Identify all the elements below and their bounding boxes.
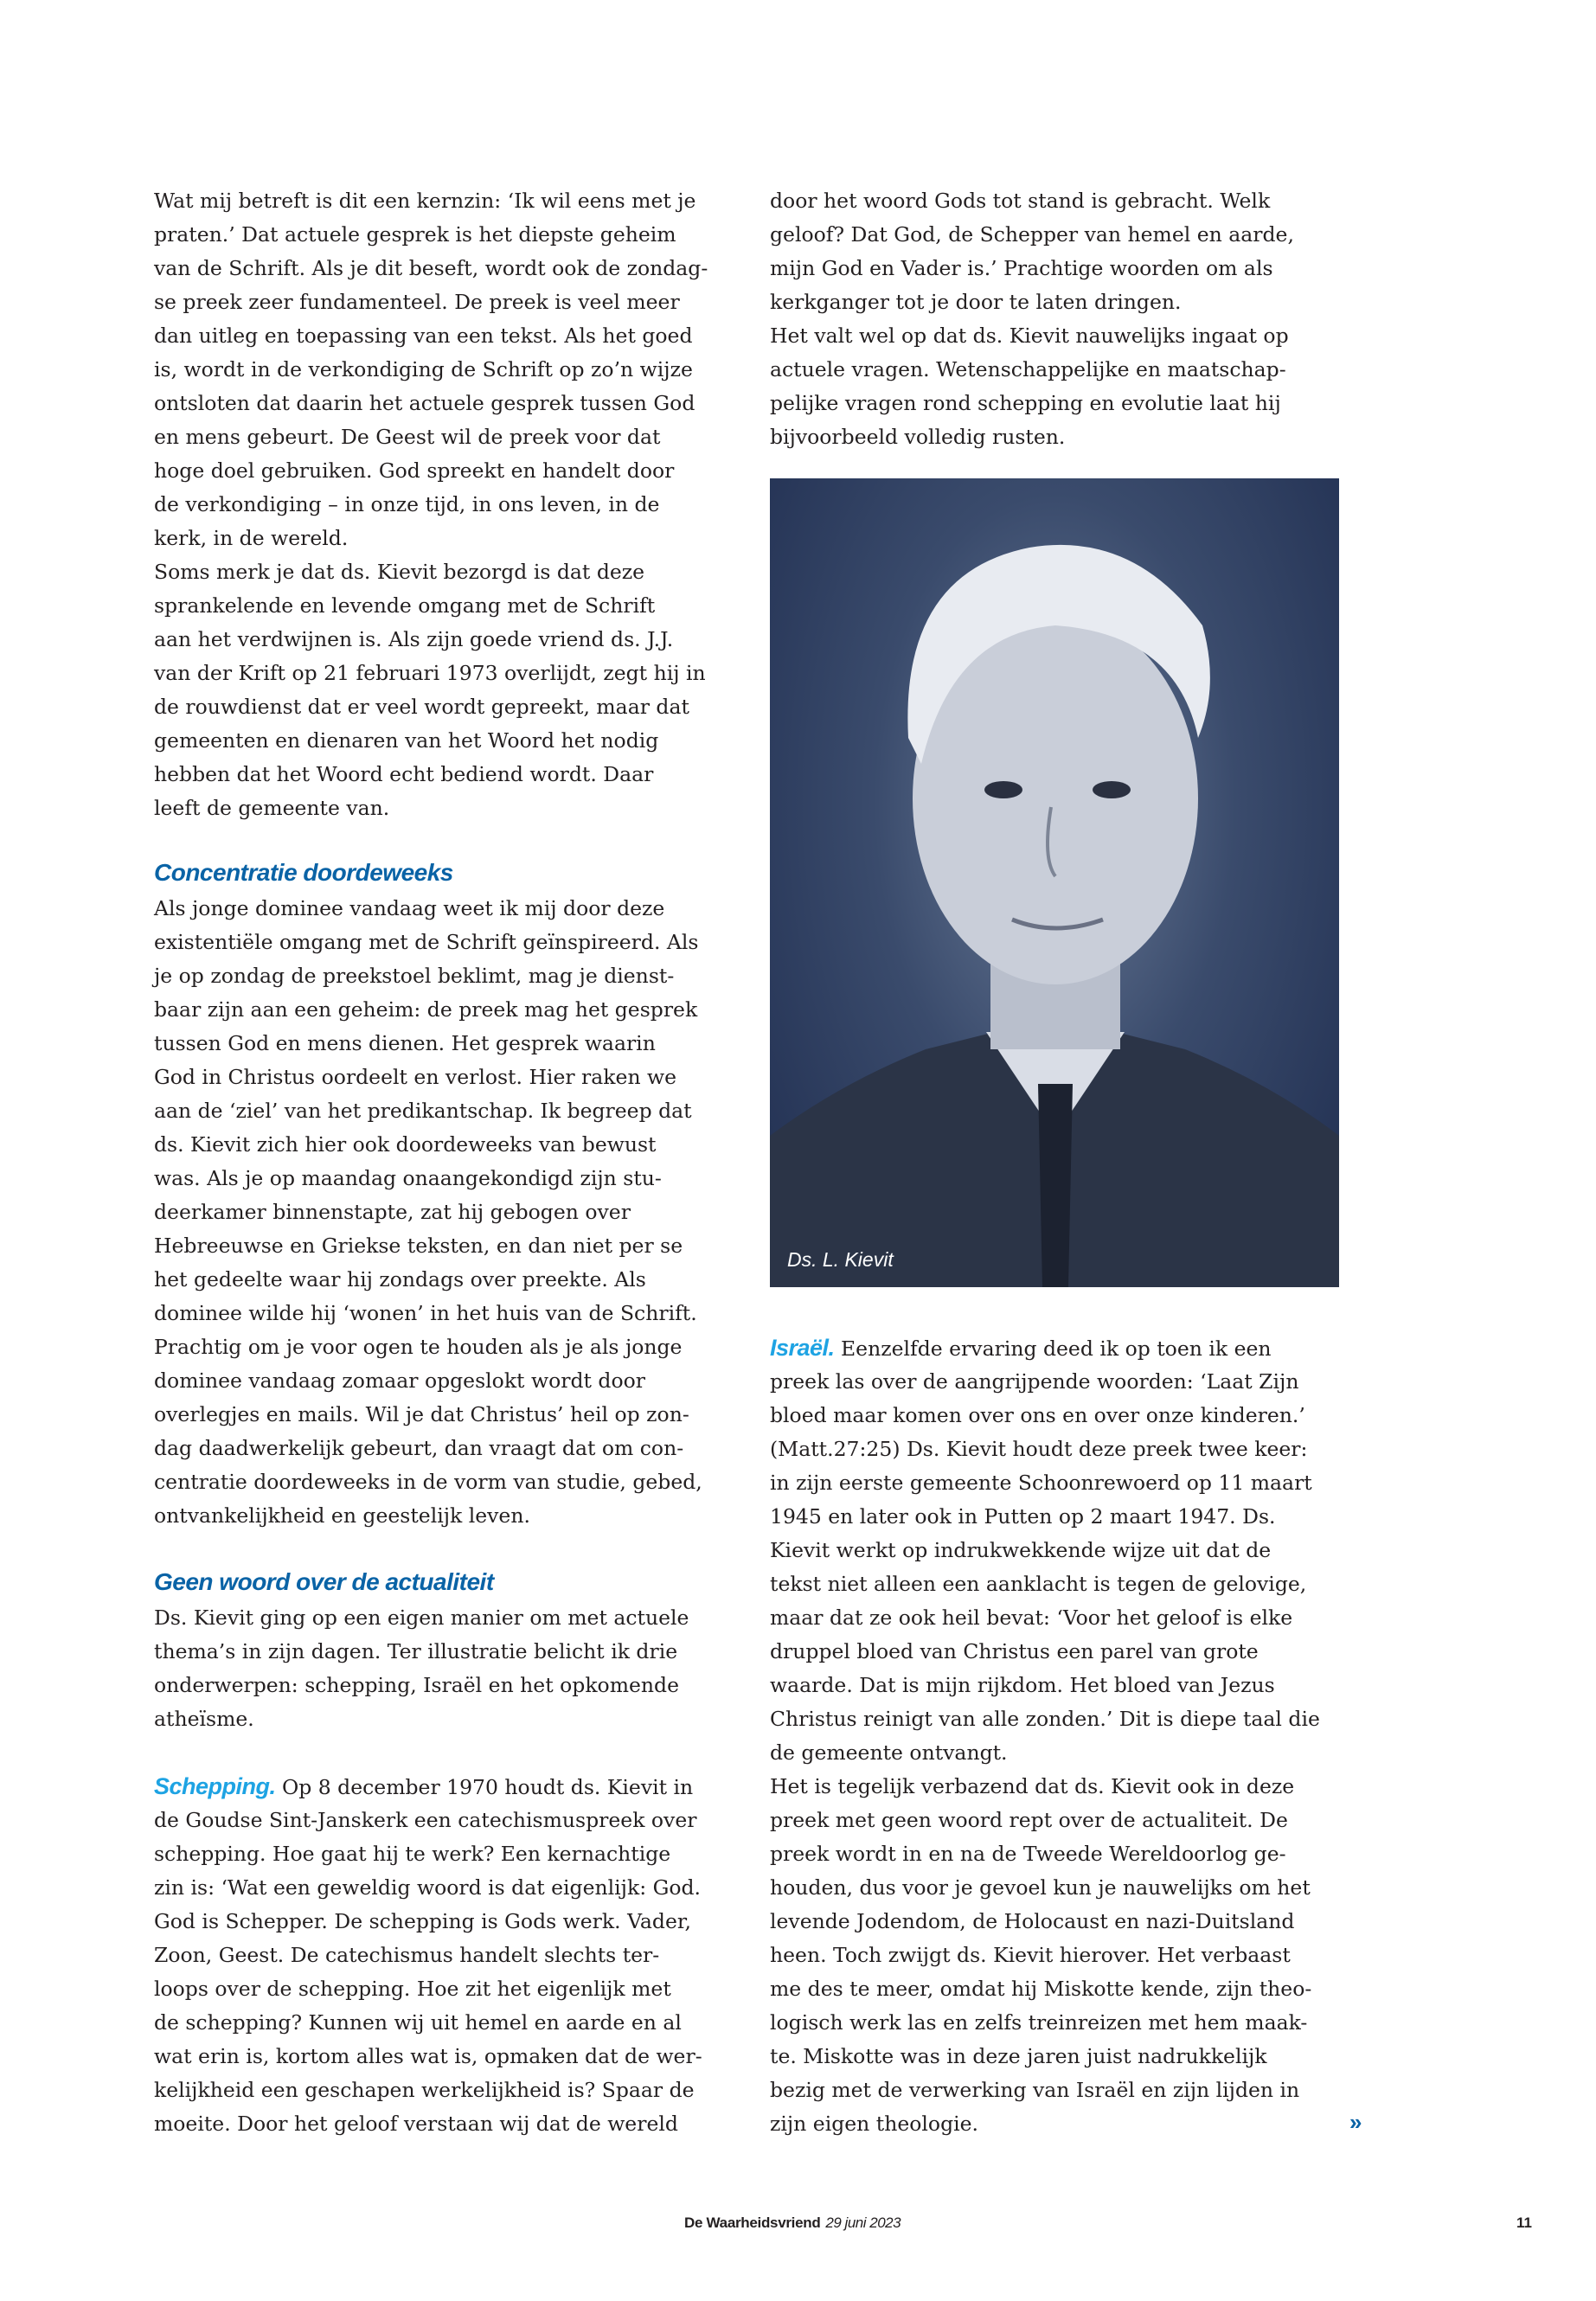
text-line: Het is tegelijk verbazend dat ds. Kievit ook in deze [770, 1774, 1295, 1798]
text-line: logisch werk las en zelfs treinreizen met hem maak- [770, 2010, 1308, 2035]
text-line: deerkamer binnenstapte, zat hij gebogen over [154, 1200, 631, 1224]
lead-in-label: Israël. [770, 1335, 835, 1361]
text-line: 1945 en later ook in Putten op 2 maart 1947. Ds. [770, 1504, 1276, 1529]
text-line: God is Schepper. De schepping is Gods werk. Vader, [154, 1909, 691, 1933]
text-line: dan uitleg en toepassing van een tekst. Als het goed [154, 324, 693, 348]
text-line: sprankelende en levende omgang met de Schrift [154, 593, 656, 618]
text-line: dag daadwerkelijk gebeurt, dan vraagt dat om con- [154, 1436, 684, 1460]
text-line: is, wordt in de verkondiging de Schrift op zo’n wijze [154, 357, 693, 381]
text-line: bloed maar komen over ons en over onze kinderen.’ [770, 1403, 1305, 1427]
text-line: thema’s in zijn dagen. Ter illustratie belicht ik drie [154, 1639, 678, 1663]
text-line: loops over de schepping. Hoe zit het eigenlijk met [154, 1977, 671, 2001]
publication-name: De Waarheidsvriend [684, 2214, 821, 2231]
footer-publication [684, 2214, 901, 2232]
text-line: heen. Toch zwijgt ds. Kievit hierover. Het verbaast [770, 1943, 1291, 1967]
text-line: Prachtig om je voor ogen te houden als je als jonge [154, 1335, 683, 1359]
section-heading-concentratie: Concentratie doordeweeks [154, 859, 453, 886]
text-line: actuele vragen. Wetenschappelijke en maatschap- [770, 357, 1286, 381]
text-line: het gedeelte waar hij zondags over preekte. Als [154, 1267, 646, 1292]
text-line: van der Krift op 21 februari 1973 overlijdt, zegt hij in [154, 661, 706, 685]
text-line: geloof? Dat God, de Schepper van hemel en aarde, [770, 222, 1294, 247]
text-line: de gemeente ontvangt. [770, 1740, 1008, 1765]
text-line: baar zijn aan een geheim: de preek mag het gesprek [154, 997, 698, 1022]
text-line: van de Schrift. Als je dit beseft, wordt ook de zondag- [154, 256, 708, 280]
text-line: Ds. Kievit ging op een eigen manier om met actuele [154, 1606, 689, 1630]
text-line: te. Miskotte was in deze jaren juist nadrukkelijk [770, 2044, 1267, 2068]
paragraph-intro [154, 184, 729, 825]
text-line: levende Jodendom, de Holocaust en nazi-Duitsland [770, 1909, 1295, 1933]
text-line: de Goudse Sint-Janskerk een catechismuspreek over [154, 1808, 697, 1832]
text-line: dominee wilde hij ‘wonen’ in het huis van de Schrift. [154, 1301, 697, 1325]
section-heading-actualiteit: Geen woord over de actualiteit [154, 1568, 494, 1595]
text-line: in zijn eerste gemeente Schoonrewoerd op 11 maart [770, 1471, 1312, 1495]
text-line: schepping. Hoe gaat hij te werk? Een kernachtige [154, 1842, 671, 1866]
text-line: Zoon, Geest. De catechismus handelt slechts ter- [154, 1943, 660, 1967]
text-line: praten.’ Dat actuele gesprek is het diepste geheim [154, 222, 676, 247]
text-line: Hebreeuwse en Griekse teksten, en dan niet per se [154, 1234, 683, 1258]
text-line: tussen God en mens dienen. Het gesprek waarin [154, 1031, 656, 1055]
publication-date: 29 juni 2023 [825, 2214, 901, 2231]
text-line: se preek zeer fundamenteel. De preek is veel meer [154, 290, 680, 314]
text-line: overlegjes en mails. Wil je dat Christus’ heil op zon- [154, 1402, 689, 1426]
text-line: Als jonge dominee vandaag weet ik mij door deze [154, 896, 665, 920]
text-line: onderwerpen: schepping, Israël en het opkomende [154, 1673, 679, 1697]
text-line: aan het verdwijnen is. Als zijn goede vriend ds. J.J. [154, 627, 674, 651]
page-number: 11 [1516, 2214, 1532, 2231]
text-line: maar dat ze ook heil bevat: ‘Voor het geloof is elke [770, 1606, 1293, 1630]
text-line: ds. Kievit zich hier ook doordeweeks van bewust [154, 1132, 657, 1157]
text-line: centratie doordeweeks in de vorm van studie, gebed, [154, 1470, 702, 1494]
text-line: zijn eigen theologie. [770, 2112, 979, 2136]
text-line: de rouwdienst dat er veel wordt gepreekt, maar dat [154, 695, 689, 719]
text-line: hoge doel gebruiken. God spreekt en handelt door [154, 458, 675, 483]
text-line [770, 1331, 1345, 1365]
text-line: God in Christus oordeelt en verlost. Hier raken we [154, 1065, 677, 1089]
text-line: de schepping? Kunnen wij uit hemel en aarde en al [154, 2010, 682, 2035]
text-line: was. Als je op maandag onaangekondigd zijn stu- [154, 1166, 662, 1190]
text-line: door het woord Gods tot stand is gebracht. Welk [770, 189, 1271, 213]
text-line: en mens gebeurt. De Geest wil de preek voor dat [154, 425, 661, 449]
text-line: ontsloten dat daarin het actuele gesprek tussen God [154, 391, 695, 415]
text-line: zin is: ‘Wat een geweldig woord is dat eigenlijk: God. [154, 1875, 702, 1900]
text-line: atheïsme. [154, 1707, 254, 1731]
text-line: (Matt.27:25) Ds. Kievit houdt deze preek twee keer: [770, 1437, 1308, 1461]
lead-in-label: Schepping. [154, 1773, 276, 1799]
text-line: kelijkheid een geschapen werkelijkheid is? Spaar de [154, 2078, 695, 2102]
text-line: aan de ‘ziel’ van het predikantschap. Ik begreep dat [154, 1099, 692, 1123]
text-line: tekst niet alleen een aanklacht is tegen de gelovige, [770, 1572, 1307, 1596]
paragraph-israel [770, 1331, 1345, 1770]
text-line: preek las over de aangrijpende woorden: ‘Laat Zijn [770, 1369, 1299, 1394]
text-line: mijn God en Vader is.’ Prachtige woorden om als [770, 256, 1273, 280]
text-line-content: Op 8 december 1970 houdt ds. Kievit in [275, 1775, 694, 1799]
paragraph-actualiteit [154, 1601, 729, 1736]
text-line: pelijke vragen rond schepping en evolutie laat hij [770, 391, 1281, 415]
text-line: moeite. Door het geloof verstaan wij dat de wereld [154, 2112, 678, 2136]
text-line: hebben dat het Woord echt bediend wordt. Daar [154, 762, 654, 786]
text-line: preek met geen woord rept over de actualiteit. De [770, 1808, 1288, 1832]
text-line: ontvankelijkheid en geestelijk leven. [154, 1503, 530, 1528]
photo-caption: Ds. L. Kievit [787, 1248, 894, 1271]
text-line: bijvoorbeeld volledig rusten. [770, 425, 1066, 449]
text-line: dominee vandaag zomaar opgeslokt wordt door [154, 1368, 645, 1393]
paragraph-actualiteit-israel [770, 1770, 1345, 2141]
paragraph-schepping-continued [770, 184, 1345, 454]
text-line: bezig met de verwerking van Israël en zijn lijden in [770, 2078, 1300, 2102]
portrait-photo [770, 478, 1339, 1287]
text-line: Soms merk je dat ds. Kievit bezorgd is dat deze [154, 560, 645, 584]
continue-arrow-icon: » [1349, 2109, 1362, 2135]
paragraph-schepping [154, 1770, 729, 2141]
text-line: wat erin is, kortom alles wat is, opmaken dat de wer- [154, 2044, 702, 2068]
text-line: Christus reinigt van alle zonden.’ Dit is diepe taal die [770, 1707, 1320, 1731]
text-line: gemeenten en dienaren van het Woord het nodig [154, 728, 659, 753]
text-line: houden, dus voor je gevoel kun je nauwelijks om het [770, 1875, 1311, 1900]
text-line: Wat mij betreft is dit een kernzin: ‘Ik wil eens met je [154, 189, 696, 213]
paragraph-concentratie [154, 892, 729, 1533]
text-line: druppel bloed van Christus een parel van grote [770, 1639, 1259, 1663]
text-line: me des te meer, omdat hij Miskotte kende, zijn theo- [770, 1977, 1312, 2001]
text-line: waarde. Dat is mijn rijkdom. Het bloed van Jezus [770, 1673, 1275, 1697]
text-line: kerkganger tot je door te laten dringen. [770, 290, 1182, 314]
text-line: Kievit werkt op indrukwekkende wijze uit dat de [770, 1538, 1272, 1562]
text-line-content: Eenzelfde ervaring deed ik op toen ik een [834, 1336, 1272, 1361]
text-line: existentiële omgang met de Schrift geïnspireerd. Als [154, 930, 699, 954]
text-line: preek wordt in en na de Tweede Wereldoorlog ge- [770, 1842, 1286, 1866]
portrait-illustration [770, 478, 1339, 1287]
text-line [154, 1770, 729, 1804]
text-line: de verkondiging – in onze tijd, in ons leven, in de [154, 492, 660, 516]
text-line: leeft de gemeente van. [154, 796, 390, 820]
text-line: kerk, in de wereld. [154, 526, 349, 550]
text-line: je op zondag de preekstoel beklimt, mag je dienst- [154, 964, 675, 988]
text-line: Het valt wel op dat ds. Kievit nauwelijks ingaat op [770, 324, 1289, 348]
